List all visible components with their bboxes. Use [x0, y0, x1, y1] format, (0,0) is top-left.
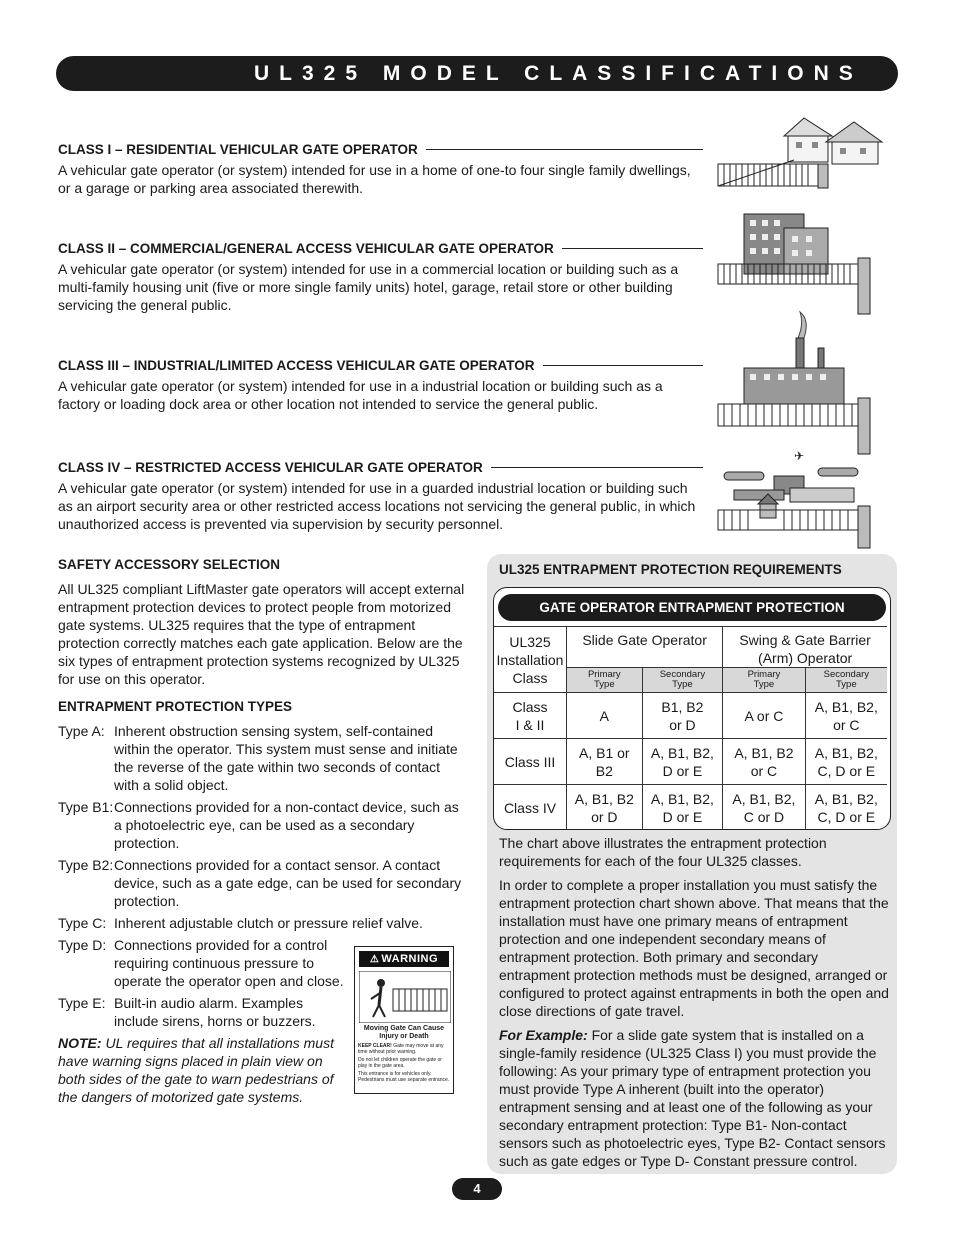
type-b2-item: [58, 856, 468, 910]
warning-keep-clear: KEEP CLEAR!: [358, 1043, 392, 1049]
requirements-title: UL325 ENTRAPMENT PROTECTION REQUIREMENTS: [499, 562, 842, 577]
example-label: For Example:: [499, 1027, 588, 1043]
note-text: UL requires that all installations must have warning signs placed in plain view on both sides of the gate to warn pedestrians of the dangers of motorized gate systems.: [58, 1035, 334, 1105]
class-i-section: [58, 141, 703, 197]
types-heading: ENTRAPMENT PROTECTION TYPES: [58, 699, 293, 714]
row-class-cell: Class III: [494, 739, 567, 785]
page-banner: UL325 MODEL CLASSIFICATIONS: [56, 56, 898, 91]
slide-secondary-cell: B1, B2 or D: [642, 693, 723, 739]
type-a-item: [58, 722, 468, 794]
class-ii-section: [58, 240, 703, 314]
type-b1-item: [58, 798, 468, 852]
row-class-cell: Class I & II: [494, 693, 567, 739]
class-iii-section: [58, 357, 703, 413]
type-label: Type B2:: [58, 857, 114, 873]
page-number: 4: [452, 1178, 502, 1200]
heading-rule: [491, 467, 703, 468]
class-iii-heading: CLASS III – INDUSTRIAL/LIMITED ACCESS VEHICULAR GATE OPERATOR: [58, 357, 535, 373]
type-text: Connections provided for a control requiring continuous pressure to operate the operator open and close.: [114, 937, 344, 989]
svg-text:✈: ✈: [794, 449, 805, 463]
swing-primary-cell: A or C: [723, 693, 805, 739]
warning-line-1: [358, 1043, 450, 1055]
class-i-body: A vehicular gate operator (or system) intended for use in a home of one-to four single family dwellings, or a garage or parking area associated therewith.: [58, 162, 691, 196]
sub-primary: Primary Type: [567, 668, 643, 693]
type-label: Type E:: [58, 995, 106, 1011]
sub-primary: Primary Type: [723, 668, 805, 693]
swing-primary-cell: A, B1, B2 or C: [723, 739, 805, 785]
class-iv-section: [58, 459, 703, 533]
warning-title: Moving Gate Can Cause Injury or Death: [363, 1025, 445, 1040]
example-paragraph: [499, 1026, 889, 1170]
safety-heading: SAFETY ACCESSORY SELECTION: [58, 557, 281, 572]
table-row: [494, 693, 887, 739]
slide-primary-cell: A: [567, 693, 643, 739]
requirements-para-1: The chart above illustrates the entrapment protection requirements for each of the four UL325 classes.: [499, 835, 827, 869]
sub-secondary: Secondary Type: [805, 668, 887, 693]
heading-rule: [543, 365, 703, 366]
commercial-gate-illustration: [714, 208, 894, 318]
swing-secondary-cell: A, B1, B2, or C: [805, 693, 887, 739]
requirements-table: [494, 626, 887, 830]
type-label: Type D:: [58, 937, 107, 953]
restricted-access-gate-illustration: [714, 446, 894, 550]
sub-secondary: Secondary Type: [642, 668, 723, 693]
type-label: Type C:: [58, 915, 107, 931]
type-text: Inherent adjustable clutch or pressure relief valve.: [114, 915, 423, 931]
class-iii-body: A vehicular gate operator (or system) intended for use in a industrial location or building such as a factory or loading dock area or other location not intended to service the general public.: [58, 378, 663, 412]
warning-line-2: Do not let children operate the gate or play in the gate area.: [358, 1057, 442, 1069]
slide-primary-cell: A, B1 or B2: [567, 739, 643, 785]
requirements-panel: [487, 554, 897, 1174]
slide-gate-header: Slide Gate Operator: [567, 627, 723, 668]
install-class-header: UL325 Installation Class: [494, 627, 567, 693]
table-header-row: [494, 627, 887, 668]
example-text: For a slide gate system that is installed on a single-family residence (UL325 Class I) you must provide the following: As your primary type of entrapment protection you must provide Type A inherent (built into the operator) entrapment sensing and at least one of the following as your secondary entrapment protection: Type B1- Non-contact sensors such as photoelectric eyes, Type B2- Contact sensors such as gate edges or Type D- Constant pressure control.: [499, 1027, 886, 1169]
warning-line-3: This entrance is for vehicles only. Pedestrians must use separate entrance.: [358, 1071, 450, 1083]
heading-rule: [562, 248, 703, 249]
table-row: [494, 785, 887, 831]
requirements-table-box: [493, 587, 891, 830]
heading-rule: [426, 149, 703, 150]
swing-gate-header: Swing & Gate Barrier (Arm) Operator: [723, 627, 887, 668]
type-text: Inherent obstruction sensing system, self-contained within the operator. This system must sense and initiate the reverse of the gate within two seconds of contact with a solid object.: [114, 723, 458, 793]
slide-secondary-cell: A, B1, B2, D or E: [642, 785, 723, 831]
type-label: Type B1:: [58, 799, 114, 815]
class-ii-body: A vehicular gate operator (or system) intended for use in a commercial location or building such as a multi-family housing unit (five or more single family units) hotel, garage, retail store or other building servicing the general public.: [58, 261, 679, 313]
warning-header-text: WARNING: [381, 953, 439, 965]
swing-primary-cell: A, B1, B2, C or D: [723, 785, 805, 831]
slide-primary-cell: A, B1, B2 or D: [567, 785, 643, 831]
note-paragraph: [58, 1034, 348, 1106]
warning-triangle-icon: ⚠: [369, 953, 380, 965]
table-title: GATE OPERATOR ENTRAPMENT PROTECTION: [498, 594, 886, 621]
requirements-para-2: In order to complete a proper installation you must satisfy the entrapment protection chart shown above. That means that the installation must have one primary means of entrapment protection and one independent secondary means of entrapment protection. Both primary and secondary entrapment protection methods must be designed, arranged or configured to protect against entrapments in both the open and close directions of gate travel.: [499, 877, 889, 1019]
slide-secondary-cell: A, B1, B2, D or E: [642, 739, 723, 785]
class-iv-body: A vehicular gate operator (or system) intended for use in a guarded industrial location or building such as an airport security area or other restricted access locations not servicing the general public, in which unauthorized access is prevented via supervision by security personnel.: [58, 480, 696, 532]
warning-sign: [354, 946, 454, 1094]
note-label: NOTE:: [58, 1035, 102, 1051]
type-text: Connections provided for a contact sensor. A contact device, such as a gate edge, can be used for secondary protection.: [114, 857, 462, 909]
class-ii-heading: CLASS II – COMMERCIAL/GENERAL ACCESS VEHICULAR GATE OPERATOR: [58, 240, 554, 256]
warning-line-1-text: Gate may move at any time without prior warning.: [358, 1043, 444, 1055]
gate-pictogram-icon: [359, 971, 451, 1023]
industrial-gate-illustration: [714, 308, 894, 458]
type-text: Built-in audio alarm. Examples include sirens, horns or buzzers.: [114, 995, 316, 1029]
class-iv-heading: CLASS IV – RESTRICTED ACCESS VEHICULAR GATE OPERATOR: [58, 459, 483, 475]
table-row: [494, 739, 887, 785]
safety-body: All UL325 compliant LiftMaster gate operators will accept external entrapment protection devices to protect people from motorized gate systems. UL325 requires that the type of entrapment protection correctly matches each gate application. Below are the six types of entrapment protection systems recognized by UL325 for use on this operator.: [58, 581, 465, 687]
swing-secondary-cell: A, B1, B2, C, D or E: [805, 739, 887, 785]
type-c-item: [58, 914, 468, 932]
type-text: Connections provided for a non-contact device, such as a photoelectric eye, can be used as a secondary protection.: [114, 799, 459, 851]
swing-secondary-cell: A, B1, B2, C, D or E: [805, 785, 887, 831]
row-class-cell: Class IV: [494, 785, 567, 831]
requirements-text: [499, 834, 889, 1176]
warning-header: [359, 951, 449, 967]
residential-gate-illustration: [714, 108, 894, 200]
class-i-heading: CLASS I – RESIDENTIAL VEHICULAR GATE OPERATOR: [58, 141, 418, 157]
type-label: Type A:: [58, 723, 105, 739]
